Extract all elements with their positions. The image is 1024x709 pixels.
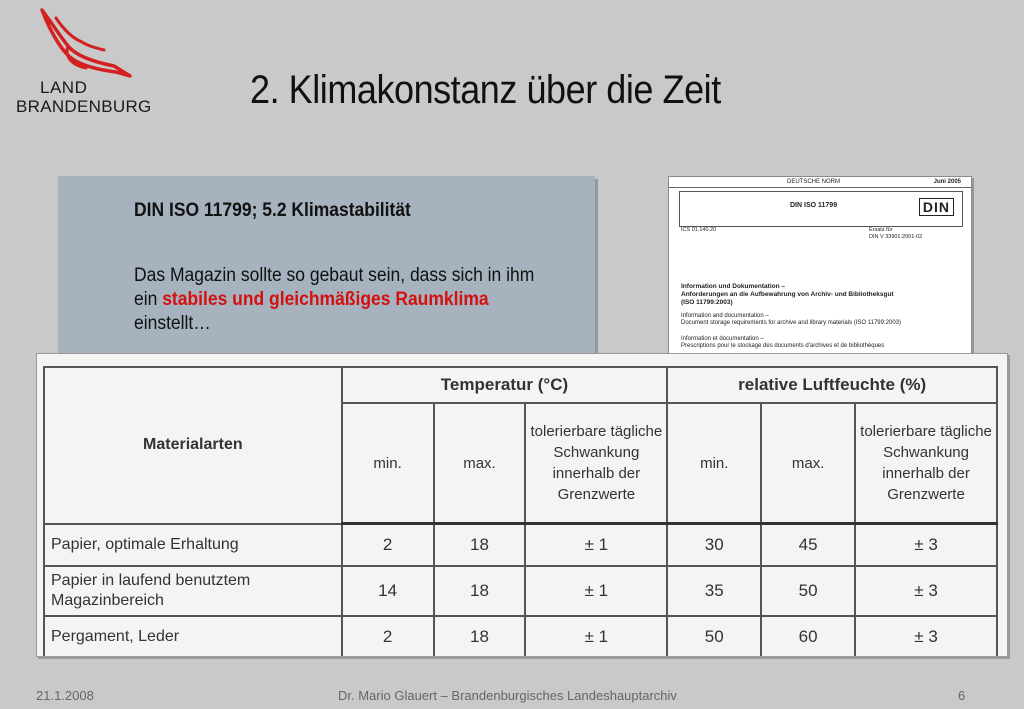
humidity-tolerance-cell: ± 3 — [855, 566, 997, 616]
doc-ersatz-label: Ersatz für — [869, 227, 893, 233]
humidity-max-cell: 45 — [761, 524, 855, 567]
humidity-min-cell: 30 — [667, 524, 761, 567]
panel-text-highlight: stabiles und gleichmäßiges Raumklima — [162, 289, 489, 310]
panel-text-end: einstellt… — [134, 313, 211, 334]
panel-text-start: Das Magazin sollte so gebaut sein, dass sich in ihm ein — [134, 265, 535, 310]
doc-title-en-1: Information and documentation – — [681, 313, 769, 319]
doc-rule — [669, 187, 971, 188]
material-cell: Papier, optimale Erhaltung — [44, 524, 342, 567]
din-logo: DIN — [919, 198, 954, 216]
table-row — [44, 616, 997, 657]
temp-max-cell: 18 — [434, 524, 526, 567]
table-row — [44, 566, 997, 616]
doc-date: Juni 2005 — [933, 179, 961, 185]
temp-max-cell: 18 — [434, 616, 526, 657]
slide-title: 2. Klimakonstanz über die Zeit — [250, 68, 721, 112]
temp-tolerance-cell: ± 1 — [525, 566, 667, 616]
footer-date: 21.1.2008 — [36, 688, 94, 703]
humidity-min-header: min. — [667, 403, 761, 524]
doc-title-fr — [681, 336, 966, 350]
climate-table — [43, 366, 998, 657]
doc-org: DEUTSCHE NORM — [787, 179, 841, 185]
doc-title-de-2: Anforderungen an die Aufbewahrung von Archiv- und Bibliotheksgut — [681, 291, 894, 298]
temp-min-cell: 14 — [342, 566, 434, 616]
din-standard-cover-image — [668, 176, 972, 362]
humidity-min-cell: 35 — [667, 566, 761, 616]
doc-ersatz — [869, 227, 959, 241]
temp-min-cell: 2 — [342, 616, 434, 657]
doc-ics: ICS 01.140.20 — [681, 227, 717, 233]
humidity-min-cell: 50 — [667, 616, 761, 657]
humidity-max-cell: 50 — [761, 566, 855, 616]
standard-quote-panel — [58, 176, 595, 376]
state-logo — [14, 6, 154, 116]
temperature-header: Temperatur (°C) — [342, 367, 668, 403]
doc-title-fr-2: Prescriptions pour le stockage des documents d'archives et de bibliothèques — [681, 343, 885, 349]
humidity-header: relative Luftfeuchte (%) — [667, 367, 997, 403]
temp-max-header: max. — [434, 403, 526, 524]
temp-min-cell: 2 — [342, 524, 434, 567]
humidity-tolerance-cell: ± 3 — [855, 616, 997, 657]
temp-tolerance-cell: ± 1 — [525, 616, 667, 657]
materials-header: Materialarten — [44, 367, 342, 524]
logo-text-land: LAND — [40, 78, 88, 97]
doc-norm: DIN ISO 11799 — [790, 202, 838, 209]
red-eagle-icon — [34, 6, 134, 86]
doc-title-en-2: Document storage requirements for archive and library materials (ISO 11799:2003) — [681, 320, 901, 326]
page-number: 6 — [958, 688, 966, 703]
humidity-max-header: max. — [761, 403, 855, 524]
panel-text — [134, 264, 539, 336]
temp-tolerance-cell: ± 1 — [525, 524, 667, 567]
humidity-max-cell: 60 — [761, 616, 855, 657]
doc-title-de-3: (ISO 11799:2003) — [681, 299, 733, 306]
temp-tolerance-header: tolerierbare tägliche Schwankung innerhalb der Grenzwerte — [525, 403, 667, 524]
humidity-tolerance-header: tolerierbare tägliche Schwankung innerhalb der Grenzwerte — [855, 403, 997, 524]
doc-ersatz-value: DIN V 33901:2001-02 — [869, 234, 923, 240]
temp-min-header: min. — [342, 403, 434, 524]
material-cell: Papier in laufend benutztem Magazinbereich — [44, 566, 342, 616]
doc-header-box — [679, 191, 963, 227]
doc-title-fr-1: Information et documentation – — [681, 336, 764, 342]
doc-title-de — [681, 283, 966, 307]
doc-title-de-1: Information und Dokumentation – — [681, 283, 785, 290]
material-cell: Pergament, Leder — [44, 616, 342, 657]
footer-author: Dr. Mario Glauert – Brandenburgisches Landeshauptarchiv — [338, 688, 677, 703]
humidity-tolerance-cell: ± 3 — [855, 524, 997, 567]
panel-heading: DIN ISO 11799; 5.2 Klimastabilität — [134, 200, 411, 221]
table-row — [44, 524, 997, 567]
temp-max-cell: 18 — [434, 566, 526, 616]
logo-text-brandenburg: BRANDENBURG — [16, 97, 152, 116]
doc-title-en — [681, 313, 966, 327]
climate-table-image — [36, 353, 1008, 657]
